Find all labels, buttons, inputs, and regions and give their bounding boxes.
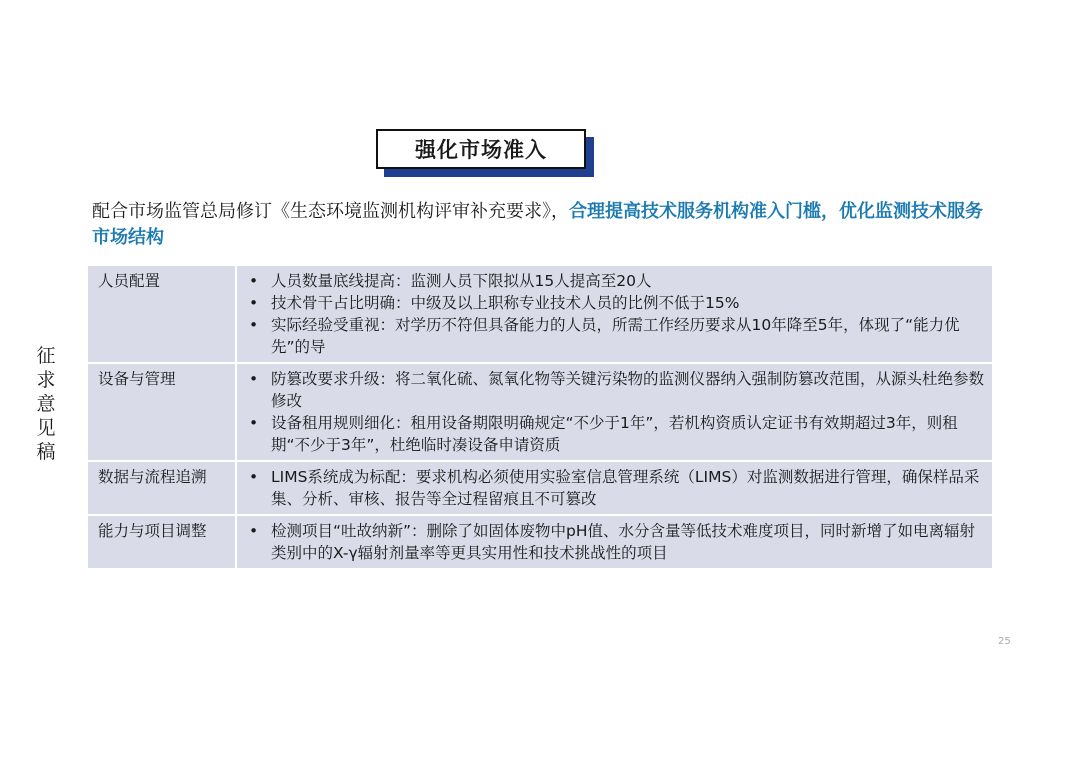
row-category: 设备与管理 [87, 363, 236, 461]
requirements-table [86, 264, 994, 570]
table-row [87, 265, 993, 363]
intro-paragraph [92, 199, 997, 251]
row-content [236, 515, 993, 569]
title-box [376, 129, 586, 169]
row-content [236, 461, 993, 515]
row-content [236, 363, 993, 461]
page-number: 25 [998, 636, 1011, 647]
bullet-item: • 实际经验受重视：对学历不符但具备能力的人员，所需工作经历要求从10年降至5年，体现了“能力优先”的导 [271, 314, 986, 358]
row-content [236, 265, 993, 363]
intro-highlight: 合理提高技术服务机构准入门槛，优化监测技术服务市场结构 [92, 201, 983, 248]
intro-text: 配合市场监管总局修订《生态环境监测机构评审补充要求》， [92, 201, 569, 222]
bullet-item: • 技术骨干占比明确：中级及以上职称专业技术人员的比例不低于15% [271, 292, 986, 314]
row-category: 能力与项目调整 [87, 515, 236, 569]
table-row [87, 515, 993, 569]
page-title: 强化市场准入 [376, 129, 586, 169]
bullet-item: • 设备租用规则细化：租用设备期限明确规定“不少于1年”，若机构资质认定证书有效期超过3年，则租期“不少于3年”，杜绝临时凑设备申请资质 [271, 412, 986, 456]
bullet-item: • 检测项目“吐故纳新”：删除了如固体废物中pH值、水分含量等低技术难度项目，同时新增了如电离辐射类别中的X-γ辐射剂量率等更具实用性和技术挑战性的项目 [271, 520, 986, 564]
row-category: 数据与流程追溯 [87, 461, 236, 515]
bullet-item: • 人员数量底线提高：监测人员下限拟从15人提高至20人 [271, 270, 986, 292]
bullet-item: • 防篡改要求升级：将二氧化硫、氮氧化物等关键污染物的监测仪器纳入强制防篡改范围，从源头杜绝参数修改 [271, 368, 986, 412]
table-row [87, 363, 993, 461]
row-category: 人员配置 [87, 265, 236, 363]
draft-label: 征求意见稿 [36, 345, 56, 463]
table-row [87, 461, 993, 515]
bullet-item: • LIMS系统成为标配：要求机构必须使用实验室信息管理系统（LIMS）对监测数据进行管理，确保样品采集、分析、审核、报告等全过程留痕且不可篡改 [271, 466, 986, 510]
